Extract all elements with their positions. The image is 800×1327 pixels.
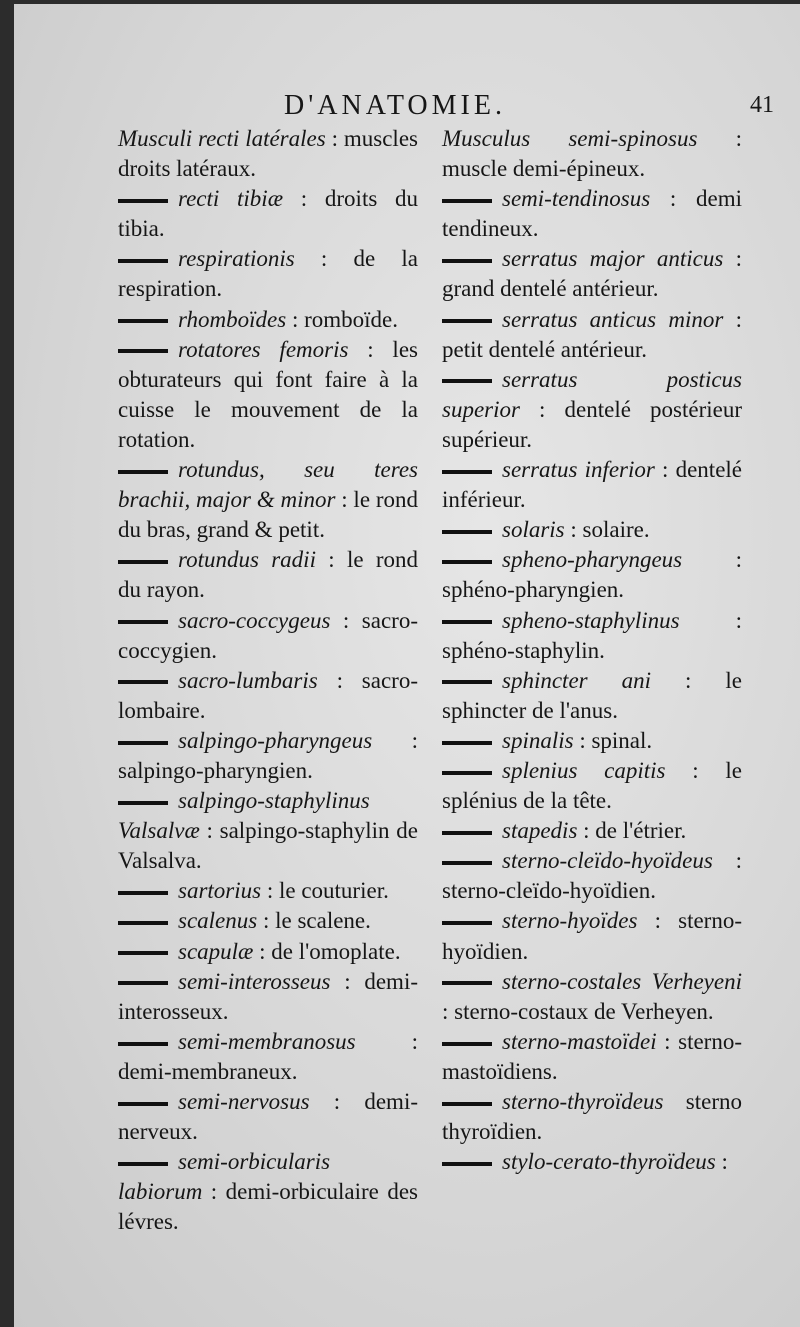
ditto-dash [442,319,492,323]
ditto-dash [442,620,492,624]
ditto-dash [442,560,492,564]
french-translation: : petit dentelé antérieur. [442,306,743,362]
latin-term: semi-interosseus [178,968,331,994]
latin-term: sphincter ani [502,667,651,693]
french-translation: sterno thyroïdien. [442,1089,742,1145]
latin-term: stylo-cerato-thyroïdeus [502,1149,716,1175]
french-translation: : de l'étrier. [577,818,687,844]
dictionary-entry [442,305,742,365]
latin-term: stapedis [502,818,578,844]
dictionary-entry [442,756,742,816]
french-translation: : salpingo-pharyngien. [118,727,418,783]
ditto-dash [442,680,492,684]
french-translation: : le couturier. [261,878,389,904]
dictionary-entry [442,545,742,605]
french-translation: : demi tendineux. [442,186,742,242]
latin-term: salpingo-pharyngeus [178,727,373,753]
french-translation: : les obturateurs qui font faire à la cuisse le mouvement de la rotation. [118,336,418,452]
french-translation: : muscle demi-épineux. [442,126,742,182]
latin-term: semi-nervosus [178,1089,310,1114]
french-translation: : spinal. [573,727,653,753]
dictionary-entry [442,846,742,906]
french-translation: : dentelé inférieur. [442,457,742,513]
ditto-dash [118,349,168,353]
page-number: 41 [750,92,774,118]
latin-term: rhomboïdes [178,306,287,332]
latin-term: spinalis [502,727,574,753]
latin-term: spheno-pharyngeus [502,547,683,573]
latin-term: sterno-hyoïdes [502,908,638,934]
dictionary-entry [442,726,742,756]
ditto-dash [118,981,168,985]
latin-term: splenius capitis [502,757,666,783]
ditto-dash [442,199,492,203]
dictionary-entry [118,455,418,545]
french-translation: : sterno-cleïdo-hyoïdien. [442,848,742,904]
latin-term: sacro-lumbaris [178,667,318,693]
latin-term: recti tibiæ [178,186,284,212]
ditto-dash [118,680,168,684]
dictionary-entry [118,906,418,936]
dictionary-entry [442,816,742,846]
ditto-dash [442,1042,492,1046]
ditto-dash [442,470,492,474]
ditto-dash [442,379,492,383]
dictionary-entry [118,305,418,335]
ditto-dash [442,861,492,865]
french-translation: : sterno-costaux de Verheyen. [442,998,714,1024]
dictionary-entry [118,876,418,906]
french-translation: : le rond du rayon. [118,547,418,603]
left-column [118,124,418,1237]
dictionary-entry [118,606,418,666]
latin-term: serratus inferior [502,457,655,483]
latin-term: semi-tendinosus [502,186,651,212]
dictionary-entry [118,545,418,605]
dictionary-entry [118,124,418,184]
latin-term: semi-orbicularis labiorum [118,1149,331,1205]
ditto-dash [118,470,168,474]
latin-term: salpingo-staphylinus Valsalvæ [118,788,370,844]
french-translation: : demi-interosseux. [118,968,418,1024]
ditto-dash [118,259,168,263]
dictionary-entry [442,244,742,304]
latin-term: rotundus radii [178,547,316,573]
french-translation: : le sphincter de l'anus. [442,667,742,723]
latin-term: scalenus [178,908,258,934]
french-translation: : le splénius de la tête. [442,757,742,814]
ditto-dash [118,199,168,203]
dictionary-entry [118,967,418,1027]
dictionary-entry [118,726,418,786]
latin-term: spheno-staphylinus [502,607,680,633]
french-translation: : grand dentelé antérieur. [442,246,743,302]
ditto-dash [118,560,168,564]
ditto-dash [442,741,492,745]
french-translation: : demi-orbiculaire des lévres. [118,1179,418,1235]
ditto-dash [442,921,492,925]
dictionary-entry [118,1027,418,1087]
french-translation: : [715,1149,728,1175]
book-page [14,4,800,1327]
french-translation: : demi-nerveux. [118,1089,418,1145]
latin-term: sterno-thyroïdeus [502,1089,664,1114]
ditto-dash [442,1102,492,1106]
dictionary-entry [442,515,742,545]
dictionary-entry [442,1027,742,1087]
dictionary-entry [442,455,742,515]
ditto-dash [442,1162,492,1166]
french-translation: : solaire. [564,517,650,543]
dictionary-entry [442,606,742,666]
latin-term: Musculus semi-spinosus [442,126,698,151]
latin-term: sterno-cleïdo-hyoïdeus [502,848,713,874]
dictionary-entry [118,1087,418,1147]
dictionary-entry [442,184,742,244]
dictionary-entry [442,365,742,455]
ditto-dash [118,1102,168,1106]
dictionary-entry [442,906,742,966]
latin-term: rotundus, seu teres brachii, major & minor [118,457,418,513]
dictionary-entry [118,937,418,967]
dictionary-entry [118,244,418,304]
french-translation: : dentelé postérieur supérieur. [442,396,742,452]
dictionary-entry [442,666,742,726]
french-translation: : muscles droits latéraux. [118,126,418,182]
latin-term: sterno-costales Verheyeni [502,968,742,994]
latin-term: rotatores femoris [178,336,349,362]
ditto-dash [118,620,168,624]
french-translation: : sphéno-staphylin. [442,607,742,663]
french-translation: : demi-membraneux. [118,1028,418,1084]
french-translation: : le rond du bras, grand & petit. [118,487,418,543]
french-translation: : sterno-mastoïdiens. [442,1028,742,1084]
latin-term: solaris [502,517,565,543]
ditto-dash [442,831,492,835]
dictionary-entry [442,967,742,1027]
latin-term: serratus major anticus [502,246,724,272]
ditto-dash [442,771,492,775]
french-translation: : sacro-lombaire. [118,667,418,723]
french-translation: : salpingo-staphylin de Valsalva. [118,818,418,874]
latin-term: serratus anticus minor [502,306,724,332]
french-translation: : sterno-hyoïdien. [442,908,742,964]
dictionary-entry [442,1087,742,1147]
dictionary-entry [442,1147,742,1177]
ditto-dash [118,319,168,323]
french-translation: : de l'omoplate. [253,938,401,964]
ditto-dash [118,1042,168,1046]
latin-term: scapulæ [178,938,254,964]
latin-term: serratus posticus superior [442,366,742,422]
latin-term: semi-membranosus [178,1028,356,1054]
ditto-dash [442,530,492,534]
ditto-dash [118,741,168,745]
latin-term: Musculi recti latérales [118,126,326,151]
ditto-dash [118,891,168,895]
ditto-dash [118,1162,168,1166]
dictionary-entry [118,335,418,455]
dictionary-entry [118,184,418,244]
ditto-dash [118,921,168,925]
french-translation: : sphéno-pharyngien. [442,547,742,603]
dictionary-entry [118,666,418,726]
latin-term: sacro-coccygeus [178,607,331,633]
latin-term: respirationis [178,246,295,272]
latin-term: sterno-mastoïdei [502,1028,657,1054]
dictionary-entry [118,786,418,876]
ditto-dash [118,801,168,805]
ditto-dash [442,259,492,263]
french-translation: : droits du tibia. [118,186,419,242]
ditto-dash [118,951,168,955]
french-translation: : sacro-coccygien. [118,607,418,663]
right-column [442,124,742,1177]
french-translation: : de la respiration. [118,246,418,302]
dictionary-entry [442,124,742,184]
running-title: D'ANATOMIE. [284,90,506,121]
dictionary-entry [118,1147,418,1237]
french-translation: : le scalene. [257,908,371,934]
latin-term: sartorius [178,878,262,904]
ditto-dash [442,981,492,985]
french-translation: : romboïde. [286,306,398,332]
